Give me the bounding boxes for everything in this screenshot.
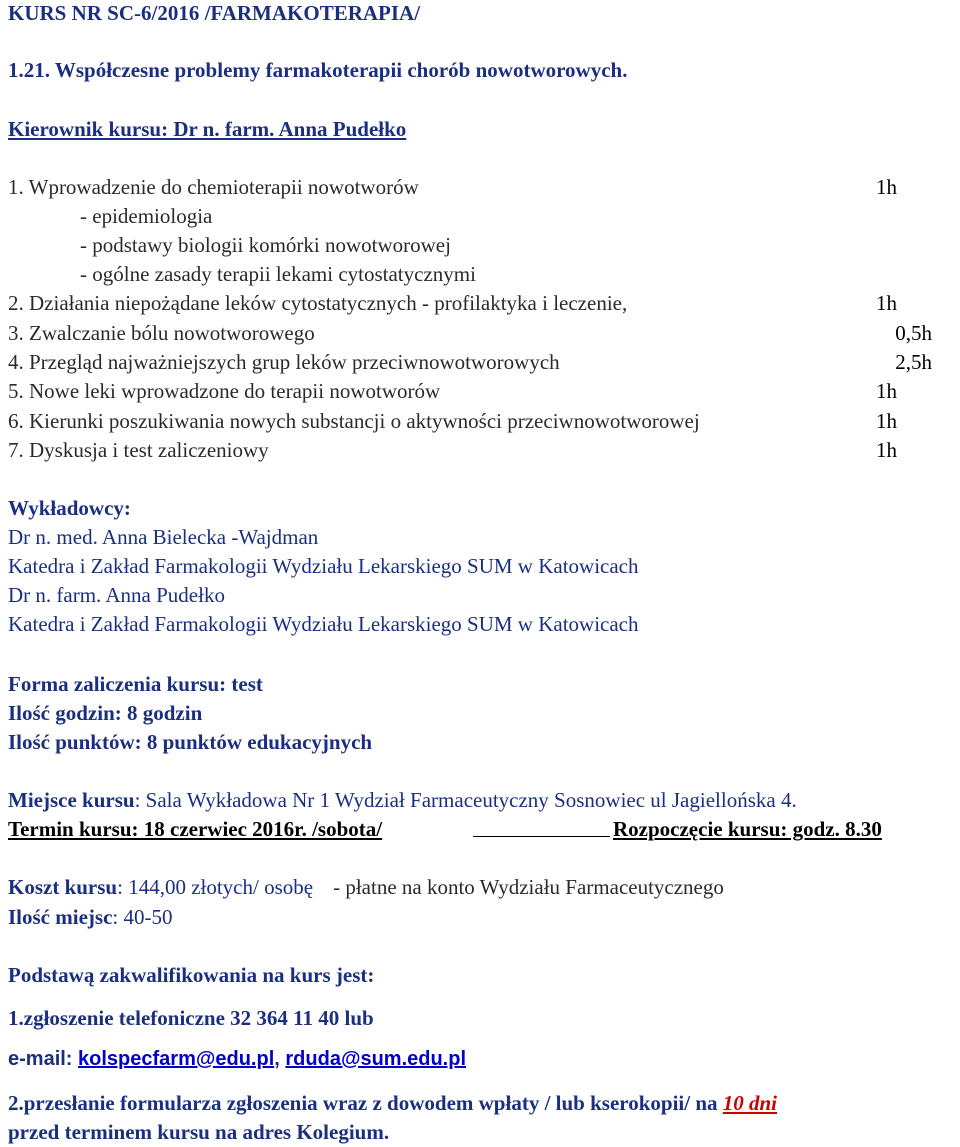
program-item-text: 5. Nowe leki wprowadzone do terapii nowotworów	[8, 379, 441, 403]
seats	[8, 904, 172, 930]
deadline-days: 10 dni	[722, 1091, 778, 1115]
program-item-hours: 1h	[876, 409, 897, 433]
program-item-text: 6. Kierunki poszukiwania nowych substancji o aktywności przeciwnowotworowej	[8, 409, 700, 433]
qualification-send-text: 2.przesłanie formularza zgłoszenia wraz z dowodem wpłaty / lub kserokopii/ na	[8, 1091, 723, 1115]
hours-count: Ilość godzin: 8 godzin	[8, 701, 203, 725]
course-cost-label: Koszt kursu	[8, 875, 118, 899]
program-subitem: - ogólne zasady terapii lekami cytostatycznymi	[80, 262, 476, 286]
qualification-phone: 1.zgłoszenie telefoniczne 32 364 11 40 lub	[8, 1006, 374, 1030]
course-start: Rozpoczęcie kursu: godz. 8.30	[613, 817, 882, 841]
course-place	[8, 787, 797, 813]
program-item-hours: 1h	[876, 291, 897, 315]
program-item-hours: 0,5h	[895, 321, 932, 345]
email-link-kolspecfarm[interactable]: kolspecfarm@edu.pl	[78, 1048, 275, 1070]
qualification-heading: Podstawą zakwalifikowania na kurs jest:	[8, 963, 375, 987]
exam-form: Forma zaliczenia kursu: test	[8, 672, 263, 696]
course-place-label: Miejsce kursu	[8, 788, 135, 812]
qualification-send-cont: przed terminem kursu na adres Kolegium.	[8, 1120, 390, 1144]
points-count: Ilość punktów: 8 punktów edukacyjnych	[8, 730, 373, 754]
course-number: KURS NR SC-6/2016 /FARMAKOTERAPIA/	[8, 1, 421, 25]
email-label: e-mail:	[8, 1048, 79, 1070]
lecturer-line: Dr n. med. Anna Bielecka -Wajdman	[8, 525, 319, 549]
program-item-hours: 1h	[876, 379, 897, 403]
course-term-line	[8, 816, 932, 842]
email-separator: ,	[274, 1048, 286, 1070]
course-cost	[8, 874, 724, 900]
lecturer-line: Dr n. farm. Anna Pudełko	[8, 583, 225, 607]
program-item-hours: 1h	[876, 175, 897, 199]
qualification-send	[8, 1090, 777, 1116]
program-item-text: 3. Zwalczanie bólu nowotworowego	[8, 321, 315, 345]
program-item-hours: 1h	[876, 438, 897, 462]
course-manager: Kierownik kursu: Dr n. farm. Anna Pudełko	[8, 117, 407, 141]
program-item-text: 7. Dyskusja i test zaliczeniowy	[8, 438, 269, 462]
email-link-rduda[interactable]: rduda@sum.edu.pl	[285, 1048, 467, 1070]
seats-label: Ilość miejsc	[8, 905, 113, 929]
lecturers-heading: Wykładowcy:	[8, 496, 131, 520]
lecturer-line: Katedra i Zakład Farmakologii Wydziału Lekarskiego SUM w Katowicach	[8, 554, 639, 578]
program-subitem: - epidemiologia	[80, 204, 213, 228]
program-subitem: - podstawy biologii komórki nowotworowej	[80, 233, 451, 257]
course-term: Termin kursu: 18 czerwiec 2016r. /sobota/	[8, 817, 383, 841]
program-item-text: 4. Przegląd najważniejszych grup leków przeciwnowotworowych	[8, 350, 560, 374]
course-place-value: : Sala Wykładowa Nr 1 Wydział Farmaceutyczny Sosnowiec ul Jagiellońska 4.	[134, 788, 797, 812]
underline-gap	[473, 836, 610, 837]
course-cost-colon: : 144,00 złotych/ osobę	[117, 875, 314, 899]
seats-value: : 40-50	[112, 905, 173, 929]
course-title: 1.21. Współczesne problemy farmakoterapii chorób nowotworowych.	[8, 58, 628, 82]
qualification-email	[8, 1046, 466, 1072]
program-item-hours: 2,5h	[895, 350, 932, 374]
lecturer-line: Katedra i Zakład Farmakologii Wydziału Lekarskiego SUM w Katowicach	[8, 612, 639, 636]
program-item-text: 1. Wprowadzenie do chemioterapii nowotworów	[8, 175, 419, 199]
program-item-text: 2. Działania niepożądane leków cytostatycznych - profilaktyka i leczenie,	[8, 291, 628, 315]
course-cost-note: - płatne na konto Wydziału Farmaceutycznego	[333, 875, 724, 899]
